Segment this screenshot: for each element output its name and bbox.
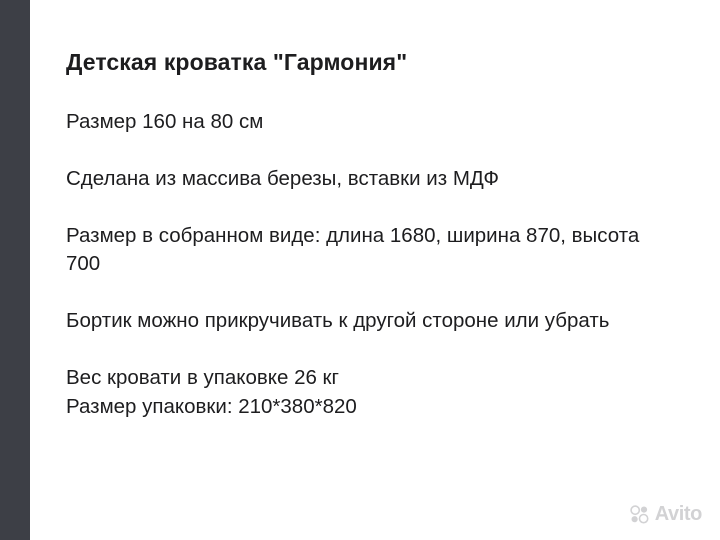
paragraph-package-size: Размер упаковки: 210*380*820: [66, 395, 357, 419]
paragraph-side-rail: Бортик можно прикручивать к другой стороне или убрать: [66, 308, 610, 332]
document-content: [66, 48, 690, 421]
left-edge-bar: [0, 0, 30, 540]
paragraph-package-weight: Вес кровати в упаковке 26 кг: [66, 366, 340, 389]
paragraph-size: Размер 160 на 80 см: [66, 109, 264, 133]
avito-watermark-label: Avito: [654, 503, 702, 525]
paragraph-material: Сделана из массива березы, вставки из МДФ: [66, 167, 499, 190]
avito-watermark: [629, 503, 702, 526]
avito-logo-icon: [629, 504, 650, 525]
paragraph-assembled-dimensions: Размер в собранном виде: длина 1680, ширина 870, высота 700: [66, 224, 640, 275]
page-title: Детская кроватка "Гармония": [66, 49, 408, 75]
